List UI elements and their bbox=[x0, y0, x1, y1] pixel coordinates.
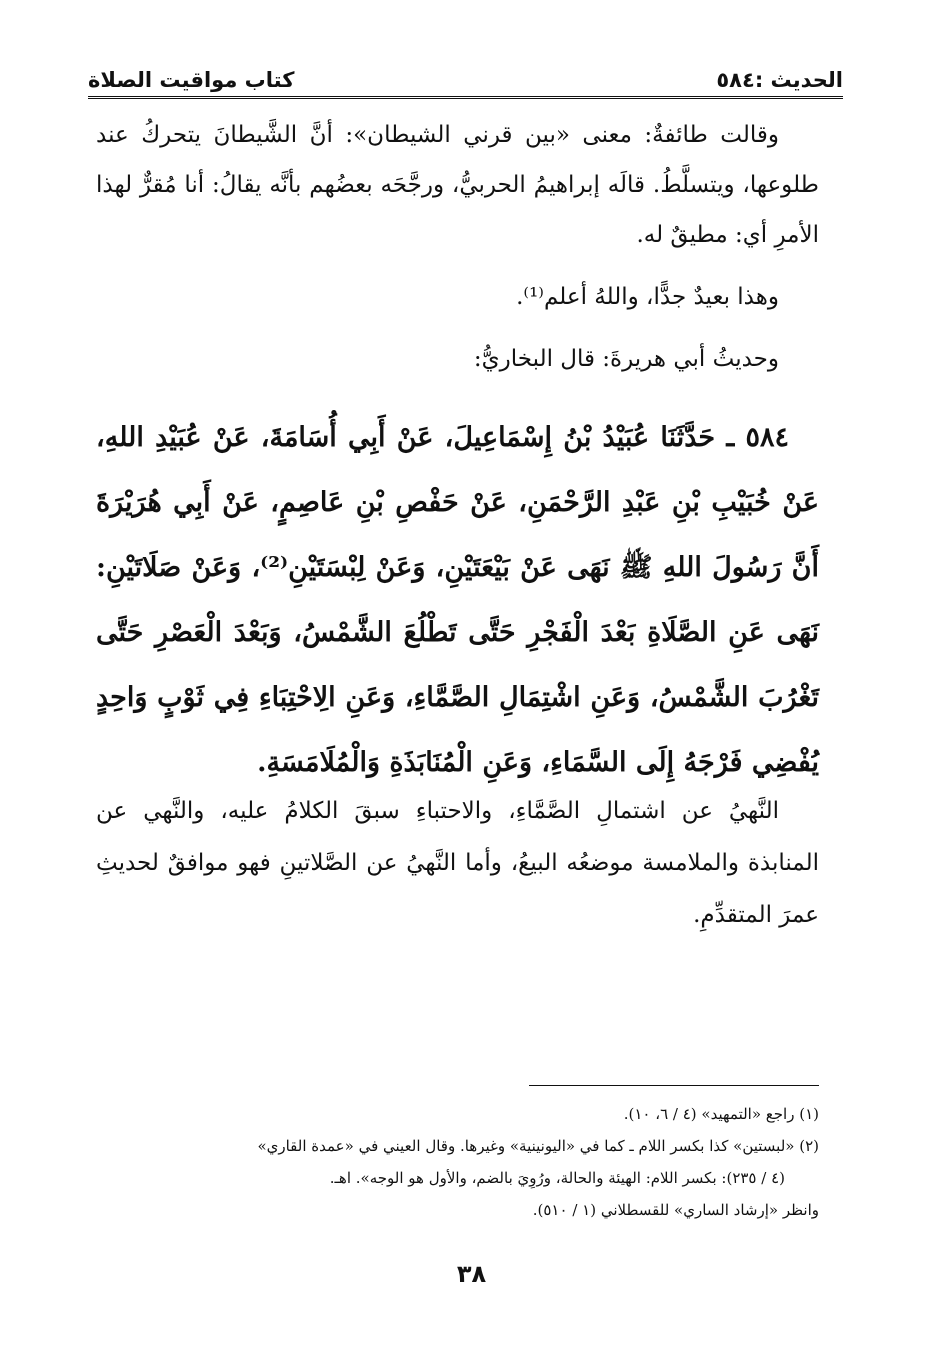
commentary-block bbox=[96, 785, 819, 941]
hadith-number-label: الحديث :٥٨٤ bbox=[716, 68, 843, 92]
footnote-separator bbox=[529, 1085, 819, 1086]
footnote-2: (٢) «لبستين» كذا بكسر اللام ـ كما في «اليونينية» وغيرها. وقال العيني في «عمدة القاري» bbox=[257, 1137, 819, 1155]
footnote-1: (١) راجع «التمهيد» (٤ / ٦، ١٠). bbox=[623, 1105, 819, 1123]
hadith-584: ٥٨٤ ـ حَدَّثَنَا عُبَيْدُ بْنُ إِسْمَاعِيلَ، عَنْ أَبِي أُسَامَةَ، عَنْ عُبَيْدِ اللهِ، عَنْ خُبَيْبِ بْنِ عَبْدِ الرَّحْمَنِ، عَنْ حَفْصِ بْنِ عَاصِمٍ، عَنْ أَبِي هُرَيْرَةَ أَنَّ رَسُولَ اللهِ ﷺ نَهَى عَنْ بَيْعَتَيْنِ، وَعَنْ لِبْسَتَيْنِ⁽²⁾، وَعَنْ صَلَاتَيْنِ: نَهَى عَنِ الصَّلَاةِ بَعْدَ الْفَجْرِ حَتَّى تَطْلُعَ الشَّمْسُ، وَبَعْدَ الْعَصْرِ حَتَّى تَغْرُبَ الشَّمْسُ، وَعَنِ اشْتِمَالِ الصَّمَّاءِ، وَعَنِ الِاحْتِبَاءِ فِي ثَوْبٍ وَاحِدٍ يُفْضِي فَرْجَهُ إِلَى السَّمَاءِ، وَعَنِ الْمُنَابَذَةِ وَالْمُلَامَسَةِ. bbox=[96, 422, 819, 778]
footnotes bbox=[76, 1098, 819, 1226]
hadith-text-block bbox=[96, 405, 819, 795]
page-number: ٣٨ bbox=[456, 1260, 487, 1288]
running-header bbox=[88, 50, 843, 99]
commentary-paragraph: النَّهيُ عن اشتمالِ الصَّمَّاءِ، والاحتباءِ سبقَ الكلامُ عليه، والنَّهي عن المنابذة والملامسة موضعُه البيعُ، وأما النَّهيُ عن الصَّلاتينِ فهو موافقٌ لحديثِ عمرَ المتقدِّمِ. bbox=[96, 798, 819, 928]
book-title: كتاب مواقيت الصلاة bbox=[88, 68, 295, 92]
paragraph-taifa: وقالت طائفةٌ: معنى «بين قرني الشيطان»: أنَّ الشَّيطانَ يتحركُ عند طلوعها، ويتسلَّطُ. قالَه إبراهيمُ الحربيُّ، ورجَّحَه بعضُهم بأنَّه يقالُ: أنا مُقرٌّ لهذا الأمرِ أي: مطيقٌ له. bbox=[96, 122, 819, 248]
footnote-2-see-also: وانظر «إرشاد الساري» للقسطلاني (١ / ٥١٠). bbox=[532, 1201, 819, 1219]
paragraph-baid: وهذا بعيدٌ جدًّا، واللهُ أعلم⁽¹⁾. bbox=[516, 284, 779, 310]
footnote-2-continuation: (٤ / ٢٣٥): بكسر اللام: الهيئة والحالة، ورُوِيَ بالضم، والأول هو الوجه». اهـ. bbox=[329, 1169, 785, 1187]
paragraph-abu-hurayra: وحديثُ أبي هريرةَ: قال البخاريُّ: bbox=[473, 346, 779, 372]
intro-text bbox=[96, 110, 819, 396]
